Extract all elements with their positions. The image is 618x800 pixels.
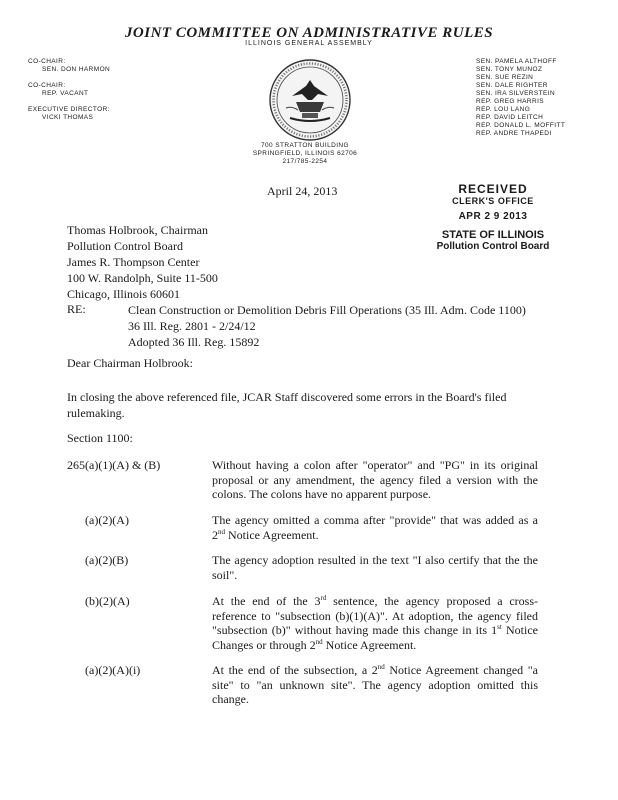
item-ref: (a)(2)(A)(i) — [85, 663, 141, 677]
recipient-address: Thomas Holbrook, Chairman Pollution Control Board James R. Thompson Center 100 W. Randolph, Suite 11-500 Chicago, Illinois 60601 — [67, 223, 218, 301]
member-name: SEN. IRA SILVERSTEIN — [476, 90, 556, 97]
salutation: Dear Chairman Holbrook: — [67, 356, 193, 370]
co-chair-house: CO-CHAIR: REP. VACANT — [28, 82, 89, 97]
item-text: The agency omitted a comma after "provide" that was added as a 2nd Notice Agreement. — [212, 513, 538, 542]
item-text: At the end of the 3rd sentence, the agency proposed a cross-reference to "subsection (b)(1)(A)". At adoption, the agency filed "subsection (b)" without having made this change in its 1st Notice Changes or through 2nd Notice Agreement. — [212, 594, 538, 652]
executive-director: EXECUTIVE DIRECTOR: VICKI THOMAS — [28, 106, 110, 121]
state-seal-icon — [262, 56, 358, 146]
item-ref: (a)(2)(A) — [85, 513, 129, 527]
member-name: REP. LOU LANG — [476, 106, 531, 113]
item-text: At the end of the subsection, a 2nd Notice Agreement changed "a site" to "an unknown site". The agency adoption omitted this change. — [212, 663, 538, 706]
member-name: SEN. PAMELA ALTHOFF — [476, 58, 557, 65]
committee-subtitle: ILLINOIS GENERAL ASSEMBLY — [245, 40, 373, 47]
item-text: Without having a colon after "operator" and "PG" in its original proposal or any amendment, the agency filed a version with the colons. The colons have no apparent purpose. — [212, 458, 538, 501]
member-name: SEN. DALE RIGHTER — [476, 82, 548, 89]
member-name: REP. DAVID LEITCH — [476, 114, 544, 121]
item-ref: (b)(2)(A) — [85, 594, 130, 608]
item-ref: (a)(2)(B) — [85, 553, 129, 567]
section-heading: Section 1100: — [67, 431, 133, 445]
letterhead-left-column — [28, 58, 148, 130]
committee-members-list — [476, 58, 586, 138]
re-subject: Clean Construction or Demolition Debris Fill Operations (35 Ill. Adm. Code 1100) 36 Ill. Reg. 2801 - 2/24/12 Adopted 36 Ill. Reg. 15892 — [128, 303, 526, 349]
letter-date: April 24, 2013 — [267, 184, 338, 198]
member-name: REP. ANDRE THAPEDI — [476, 130, 552, 137]
co-chair-senate: CO-CHAIR: SEN. DON HARMON — [28, 58, 111, 73]
member-name: SEN. SUE REZIN — [476, 74, 534, 81]
committee-title: JOINT COMMITTEE ON ADMINISTRATIVE RULES — [124, 25, 494, 41]
member-name: REP. DONALD L. MOFFITT — [476, 122, 566, 129]
intro-paragraph: In closing the above referenced file, JCAR Staff discovered some errors in the Board's filed rulemaking. — [67, 390, 507, 420]
item-ref: 265(a)(1)(A) & (B) — [67, 458, 161, 472]
re-label: RE: — [67, 302, 86, 316]
committee-address: 700 STRATTON BUILDING SPRINGFIELD, ILLINOIS 62706 217/785-2254 — [252, 142, 358, 165]
member-name: SEN. TONY MUNOZ — [476, 66, 543, 73]
item-text: The agency adoption resulted in the text "I also certify that the the soil". — [212, 553, 538, 582]
received-stamp: RECEIVED CLERK'S OFFICE APR 2 9 2013 STATE OF ILLINOIS Pollution Control Board — [436, 182, 550, 252]
member-name: REP. GREG HARRIS — [476, 98, 545, 105]
